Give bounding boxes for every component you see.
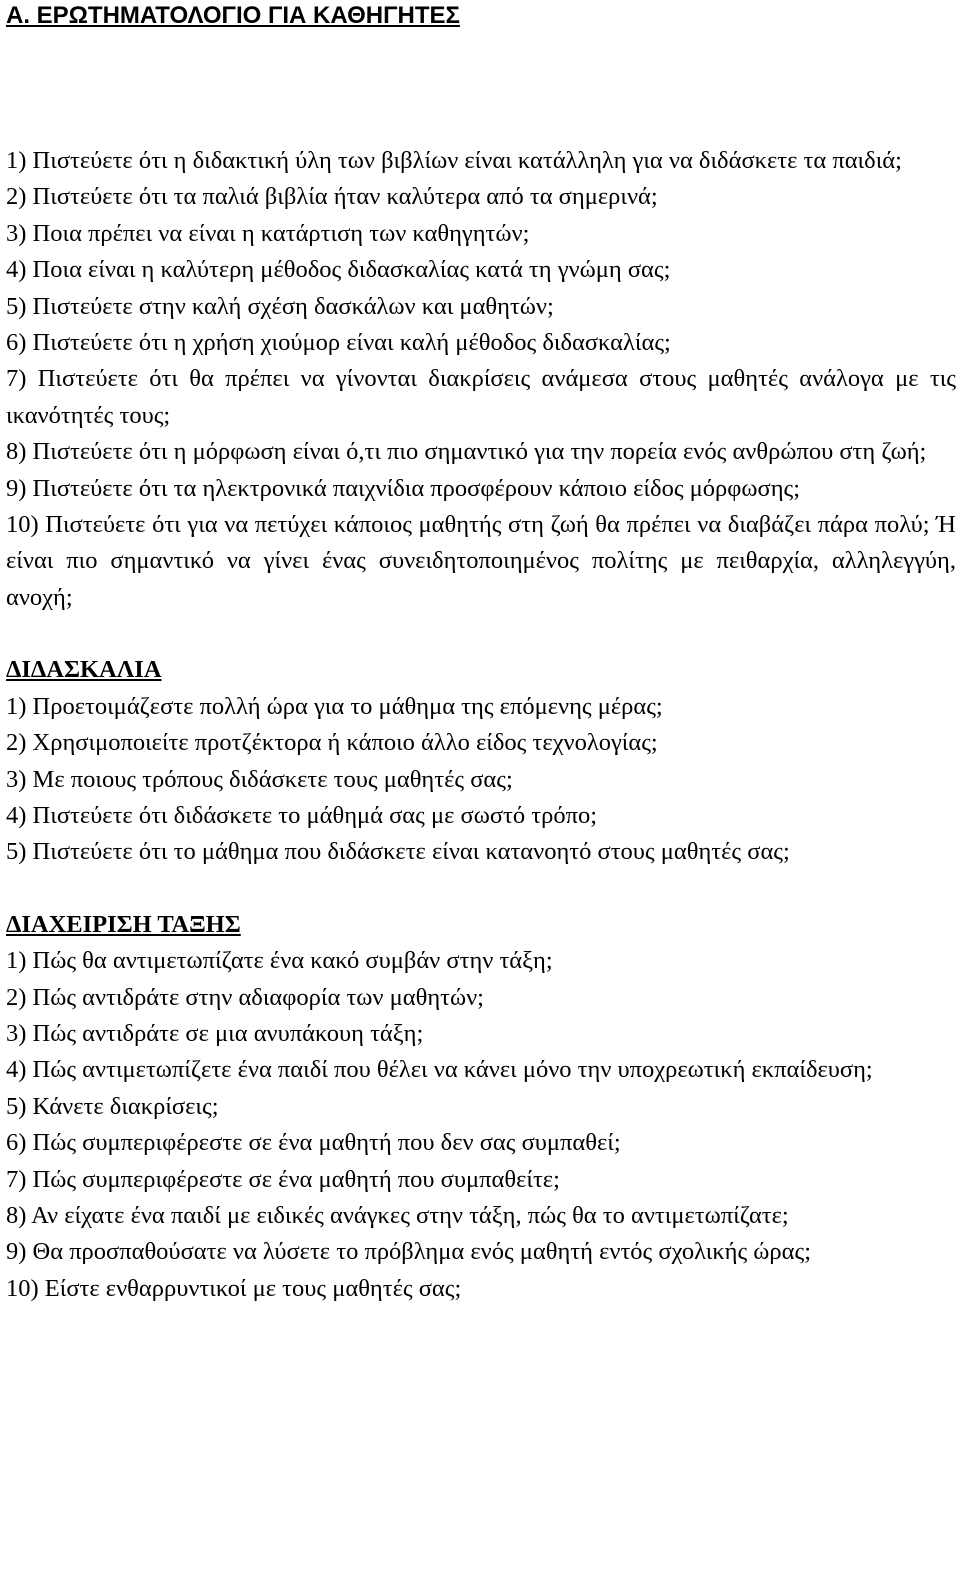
question-class-6: 6) Πώς συμπεριφέρεστε σε ένα μαθητή που δεν σας συμπαθεί; bbox=[6, 1129, 621, 1157]
question-class-2: 2) Πώς αντιδράτε στην αδιαφορία των μαθητών; bbox=[6, 983, 484, 1011]
question-general-6: 6) Πιστεύετε ότι η χρήση χιούμορ είναι καλή μέθοδος διδασκαλίας; bbox=[6, 329, 671, 357]
question-class-5: 5) Κάνετε διακρίσεις; bbox=[6, 1092, 219, 1120]
question-class-3: 3) Πώς αντιδράτε σε μια ανυπάκουη τάξη; bbox=[6, 1019, 424, 1047]
question-teaching-3: 3) Με ποιους τρόπους διδάσκετε τους μαθητές σας; bbox=[6, 765, 513, 793]
question-general-5: 5) Πιστεύετε στην καλή σχέση δασκάλων και μαθητών; bbox=[6, 292, 554, 320]
document-title: Α. ΕΡΩΤΗΜΑΤΟΛΟΓΙΟ ΓΙΑ ΚΑΘΗΓΗΤΕΣ bbox=[6, 2, 460, 29]
class-management-section bbox=[6, 907, 956, 1307]
question-class-4: 4) Πώς αντιμετωπίζετε ένα παιδί που θέλει να κάνει μόνο την υποχρεωτική εκπαίδευση; bbox=[6, 1056, 873, 1084]
document-page bbox=[6, 0, 956, 1307]
question-general-1: 1) Πιστεύετε ότι η διδακτική ύλη των βιβλίων είναι κατάλληλη για να διδάσκετε τα παιδιά; bbox=[6, 147, 902, 174]
question-teaching-1: 1) Προετοιμάζεστε πολλή ώρα για το μάθημα της επόμενης μέρας; bbox=[6, 692, 663, 720]
question-class-1: 1) Πώς θα αντιμετωπίζατε ένα κακό συμβάν στην τάξη; bbox=[6, 947, 553, 975]
title-spacer bbox=[6, 31, 956, 143]
section-spacer bbox=[6, 616, 956, 652]
question-general-9: 9) Πιστεύετε ότι τα ηλεκτρονικά παιχνίδια προσφέρουν κάποιο είδος μόρφωσης; bbox=[6, 474, 801, 502]
question-general-8: 8) Πιστεύετε ότι η μόρφωση είναι ό,τι πιο σημαντικό για την πορεία ενός ανθρώπου στη ζωή; bbox=[6, 438, 927, 466]
question-class-8: 8) Αν είχατε ένα παιδί με ειδικές ανάγκες στην τάξη, πώς θα το αντιμετωπίζατε; bbox=[6, 1201, 789, 1229]
question-general-10: 10) Πιστεύετε ότι για να πετύχει κάποιος μαθητής στη ζωή θα πρέπει να διαβάζει πάρα πολύ; Ή είναι πιο σημαντικό να γίνει ένας συνειδητοποιημένος πολίτης με πειθαρχία, αλληλεγγύη, ανοχή; bbox=[6, 511, 956, 611]
teaching-section bbox=[6, 652, 956, 870]
question-class-7: 7) Πώς συμπεριφέρεστε σε ένα μαθητή που συμπαθείτε; bbox=[6, 1165, 560, 1193]
question-teaching-4: 4) Πιστεύετε ότι διδάσκετε το μάθημά σας με σωστό τρόπο; bbox=[6, 801, 598, 829]
question-general-3: 3) Ποια πρέπει να είναι η κατάρτιση των καθηγητών; bbox=[6, 219, 530, 247]
class-management-heading: ΔΙΑΧΕΙΡΙΣΗ ΤΑΞΗΣ bbox=[6, 910, 241, 938]
general-questions-section bbox=[6, 143, 956, 616]
question-teaching-5: 5) Πιστεύετε ότι το μάθημα που διδάσκετε είναι κατανοητό στους μαθητές σας; bbox=[6, 838, 790, 866]
teaching-heading: ΔΙΔΑΣΚΑΛΙΑ bbox=[6, 656, 162, 684]
section-spacer bbox=[6, 871, 956, 907]
question-general-7: 7) Πιστεύετε ότι θα πρέπει να γίνονται διακρίσεις ανάμεσα στους μαθητές ανάλογα με τις ικανότητές τους; bbox=[6, 365, 956, 429]
question-general-2: 2) Πιστεύετε ότι τα παλιά βιβλία ήταν καλύτερα από τα σημερινά; bbox=[6, 183, 658, 211]
question-general-4: 4) Ποια είναι η καλύτερη μέθοδος διδασκαλίας κατά τη γνώμη σας; bbox=[6, 256, 671, 284]
question-class-10: 10) Είστε ενθαρρυντικοί με τους μαθητές σας; bbox=[6, 1274, 462, 1302]
question-teaching-2: 2) Χρησιμοποιείτε προτζέκτορα ή κάποιο άλλο είδος τεχνολογίας; bbox=[6, 729, 658, 757]
question-class-9: 9) Θα προσπαθούσατε να λύσετε το πρόβλημα ενός μαθητή εντός σχολικής ώρας; bbox=[6, 1238, 812, 1266]
